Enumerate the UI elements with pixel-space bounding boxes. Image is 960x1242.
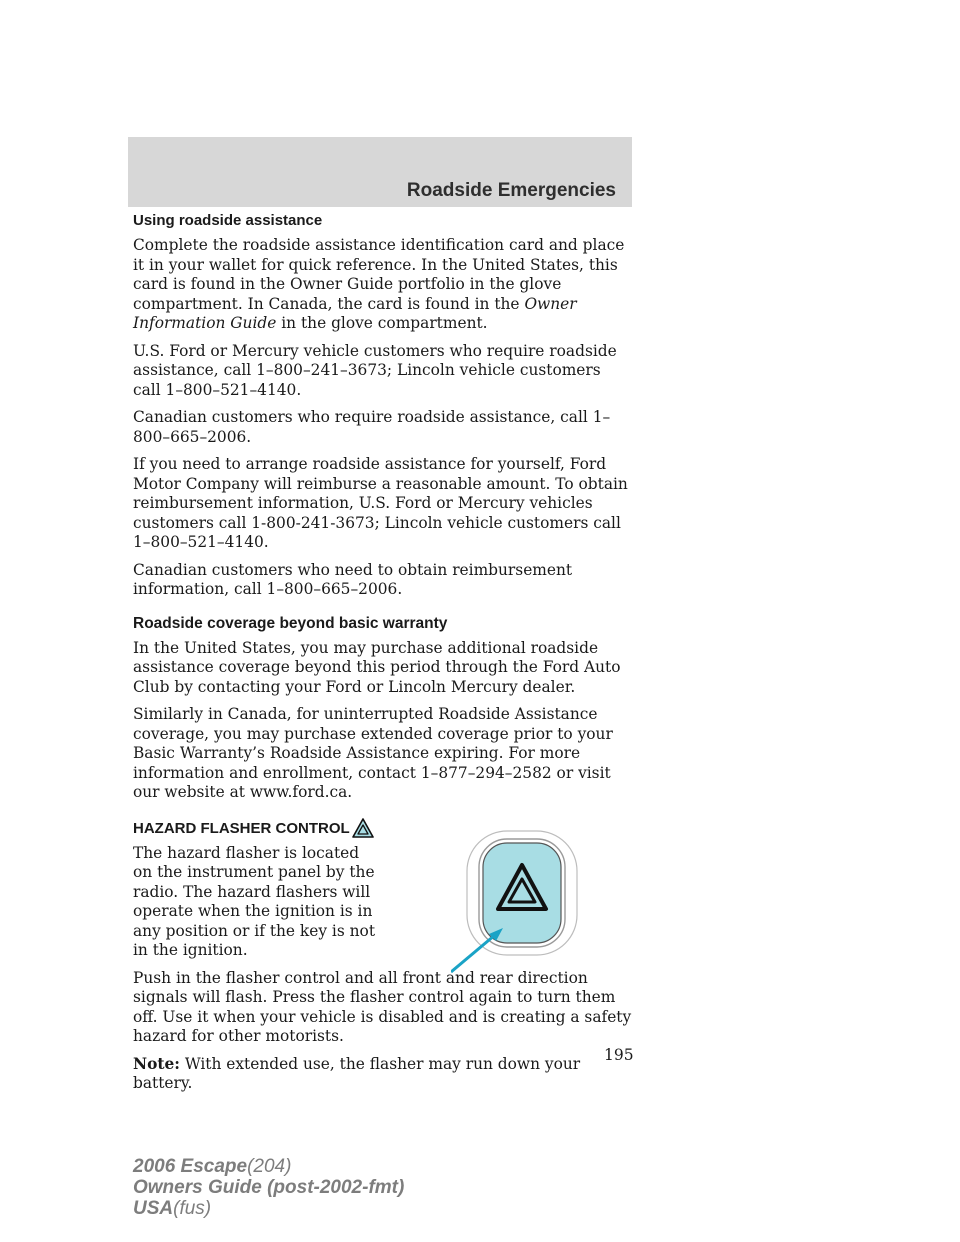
paragraph: Canadian customers who need to obtain reimbursement information, call 1–800–665–2006. xyxy=(133,560,573,598)
paragraph: Push in the flasher control and all front and rear direction signals will flash. Press the flasher control again to turn them off. Use it when your vehicle is disabled and is creating a safety hazard for other motorists. xyxy=(133,968,632,1045)
heading-hazard-flasher-control: HAZARD FLASHER CONTROL xyxy=(133,819,350,837)
paragraph: If you need to arrange roadside assistance for yourself, Ford Motor Company will reimburse a reasonable amount. To obtain reimbursement information, U.S. Ford or Mercury vehicles customers call 1-800-241-3673; Lincoln vehicle customers call 1–800–521–4140. xyxy=(133,455,628,551)
footer-line: USA(fus) xyxy=(133,1198,212,1219)
paragraph: The hazard flasher is located on the instrument panel by the radio. The hazard flashers will operate when the ignition is in any position or if the key is not in the ignition. xyxy=(133,843,376,959)
heading-using-roadside-assistance: Using roadside assistance xyxy=(133,212,323,229)
hazard-section xyxy=(133,817,633,961)
note: Note: With extended use, the flasher may run down your battery. xyxy=(133,1054,581,1092)
note-label: Note: xyxy=(133,1054,180,1073)
page-content xyxy=(133,211,633,1102)
footer-line: 2006 Escape(204) xyxy=(133,1156,292,1177)
paragraph: U.S. Ford or Mercury vehicle customers who require roadside assistance, call 1–800–241–3673; Lincoln vehicle customers call 1–800–521–4140. xyxy=(133,341,617,399)
paragraph: Complete the roadside assistance identification card and place it in your wallet for quick reference. In the United States, this card is found in the Owner Guide portfolio in the glove compartment. In Canada, the card is found in the Owner Information Guide in the glove compartment. xyxy=(133,236,625,332)
hazard-button-icon xyxy=(451,827,591,977)
header-band xyxy=(128,137,632,207)
paragraph: Canadian customers who require roadside assistance, call 1–800–665–2006. xyxy=(133,408,611,446)
footer-line: Owners Guide (post-2002-fmt) xyxy=(133,1177,405,1198)
warning-triangle-icon xyxy=(352,817,374,839)
page-number: 195 xyxy=(604,1046,634,1064)
paragraph: Similarly in Canada, for uninterrupted Roadside Assistance coverage, you may purchase extended coverage prior to your Basic Warranty’s Roadside Assistance expiring. For more information and enrollment, contact 1–877–294–2582 or visit our website at www.ford.ca. xyxy=(133,705,613,801)
owner-information-guide-title: Owner Information Guide xyxy=(133,294,577,332)
heading-roadside-coverage: Roadside coverage beyond basic warranty xyxy=(133,614,448,632)
section-title: Roadside Emergencies xyxy=(406,180,616,201)
document-footer xyxy=(133,1156,404,1219)
paragraph: In the United States, you may purchase additional roadside assistance coverage beyond this period through the Ford Auto Club by contacting your Ford or Lincoln Mercury dealer. xyxy=(133,638,621,696)
